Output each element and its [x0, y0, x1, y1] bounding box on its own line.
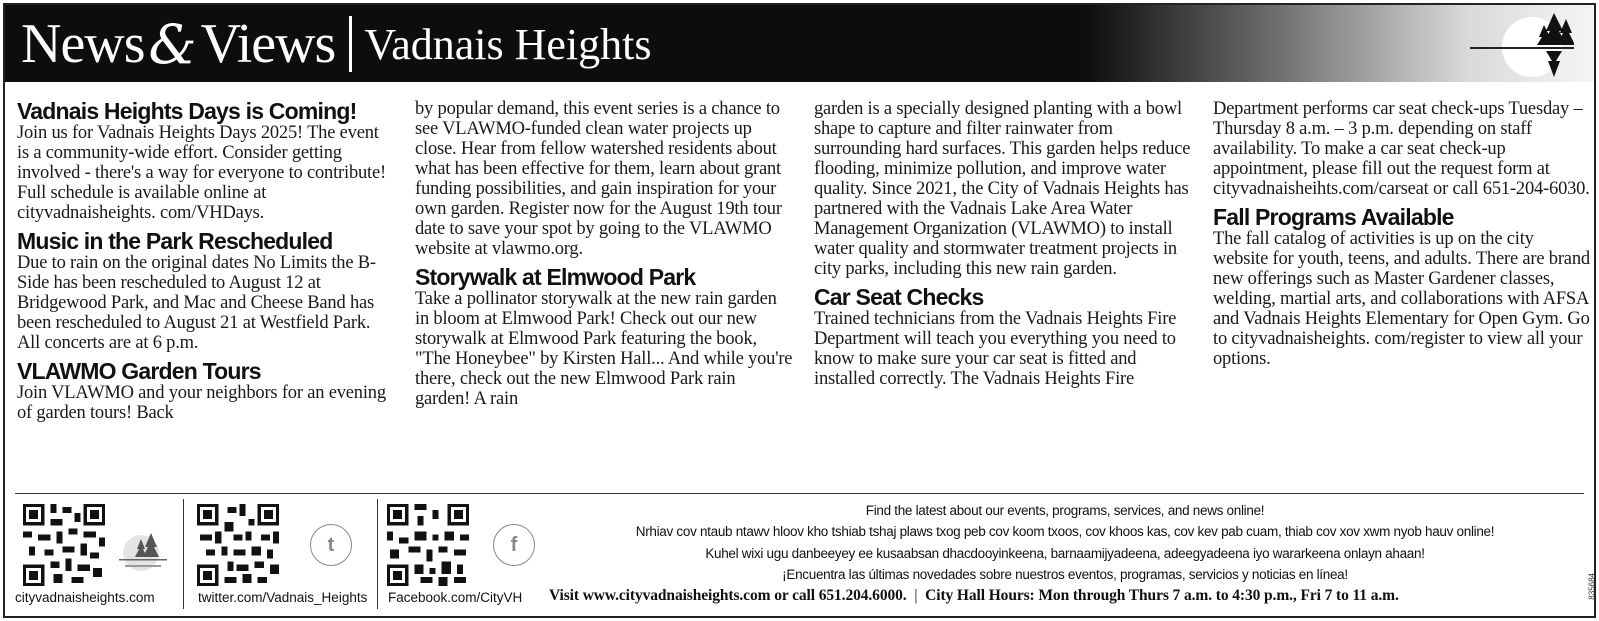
- visit-website-text: Visit www.cityvadnaisheights.com or call 651.204.6000.: [549, 587, 907, 604]
- website-link[interactable]: cityvadnaisheights.com: [15, 590, 155, 605]
- masthead-ampersand: &: [148, 12, 197, 76]
- masthead: [21, 9, 652, 79]
- column-3: [814, 99, 1192, 483]
- contact-separator: |: [914, 587, 918, 604]
- article-title-fall: Fall Programs Available: [1213, 204, 1454, 230]
- article-title-music: Music in the Park Rescheduled: [17, 228, 333, 254]
- article-body-fall: The fall catalog of activities is up on the city website for youth, teens, and adults. There are brand new offerings such as Master Gardener classes, welding, martial arts, and collaborations with AFSA and Vadnais Heights Elementary for Open Gym. Go to cityvadnaisheights. com/register to view all your options.: [1213, 229, 1590, 369]
- website-qr-code-icon[interactable]: [19, 501, 109, 589]
- ad-code: 835684: [1588, 573, 1597, 600]
- article-columns: [17, 99, 1590, 483]
- facebook-icon[interactable]: [493, 524, 535, 566]
- article-title-vh-days: Vadnais Heights Days is Coming!: [17, 99, 357, 124]
- sun-trees-logo-icon: [1470, 9, 1574, 79]
- qr-pattern: [193, 501, 283, 589]
- article-body-vlawmo-part2: by popular demand, this event series is a chance to see VLAWMO-funded clean water projects up close. Hear from fellow watershed residents about what has been effective for them, learn about grant funding possibilities, and gain inspiration for your own garden. Register now for the August 19th tour date to save your spot by going to the VLAWMO website at vlawmo.org.: [415, 99, 782, 259]
- masthead-divider: [349, 16, 352, 72]
- city-hall-hours: City Hall Hours: Mon through Thurs 7 a.m. to 4:30 p.m., Fri 7 to 11 a.m.: [925, 587, 1399, 604]
- masthead-city: Vadnais Heights: [364, 19, 652, 69]
- header-banner: [5, 5, 1594, 82]
- message-hmong: Nrhiav cov ntaub ntawv hloov kho tshiab tshaj plaws txog peb cov koom txoos, cov khoos kas, cov kev pab cuam, thiab cov xov xwm nyob hauv online!: [635, 524, 1495, 540]
- qr-pattern: [383, 501, 473, 589]
- message-english: Find the latest about our events, programs, services, and news online!: [865, 503, 1265, 518]
- article-title-storywalk: Storywalk at Elmwood Park: [415, 264, 696, 290]
- column-2: [415, 99, 793, 483]
- article-body-carseat-part1: Trained technicians from the Vadnais Heights Fire Department will teach you everything you need to know to make sure your car seat is fitted and installed correctly. The Vadnais Heights Fire: [814, 309, 1177, 389]
- twitter-qr-code-icon[interactable]: [193, 501, 283, 589]
- newsletter-page: [3, 3, 1596, 618]
- masthead-news: News: [21, 13, 145, 75]
- column-1: [17, 99, 395, 483]
- facebook-glyph: f: [510, 533, 518, 556]
- article-body-vh-days: Join us for Vadnais Heights Days 2025! The event is a community-wide effort. Consider getting involved - there's a way for everyone to contribute! Full schedule is available online at cityvadnaisheights. com/VHDays.: [17, 123, 386, 223]
- contact-line: [549, 587, 1399, 605]
- twitter-glyph: t: [327, 533, 335, 556]
- message-somali: Kuhel wixi ugu danbeeyey ee kusaabsan dhacdooyinkeena, barnaamijyadeena, adeegyadeena iyo wararkeena onlayn ahaan!: [705, 545, 1425, 561]
- article-body-storywalk-part2: garden is a specially designed planting with a bowl shape to capture and filter rainwater from surrounding hard surfaces. This garden helps reduce flooding, minimize pollution, and improve water quality. Since 2021, the City of Vadnais Heights has partnered with the Vadnais Lake Area Water Management Organization (VLAWMO) to install water quality and stormwater treatment projects in city parks, including this new rain garden.: [814, 99, 1191, 279]
- city-logo-icon: [115, 527, 171, 573]
- article-title-carseat: Car Seat Checks: [814, 284, 984, 310]
- qr-pattern: [19, 501, 109, 589]
- facebook-link[interactable]: Facebook.com/CityVH: [388, 590, 523, 605]
- message-spanish: ¡Encuentra las últimas novedades sobre nuestros eventos, programas, servicios y noticias en línea!: [782, 567, 1348, 583]
- multilingual-messages: [545, 500, 1585, 586]
- article-body-storywalk-part1: Take a pollinator storywalk at the new rain garden in bloom at Elmwood Park! Check out our new storywalk at Elmwood Park featuring the book, "The Honeybee" by Kirsten Hall... And while you're there, check out the new Elmwood Park rain garden! A rain: [415, 289, 793, 409]
- facebook-qr-code-icon[interactable]: [383, 501, 473, 589]
- article-body-vlawmo-part1: Join VLAWMO and your neighbors for an evening of garden tours! Back: [17, 383, 386, 423]
- footer-divider: [377, 499, 378, 609]
- column-4: [1213, 99, 1591, 483]
- article-body-carseat-part2: Department performs car seat check-ups Tuesday – Thursday 8 a.m. – 3 p.m. depending on staff availability. To make a car seat check-up appointment, please fill out the request form at cityvadnaisheihts.com/carseat or call 651-204-6030.: [1213, 99, 1590, 199]
- footer-divider: [183, 499, 184, 609]
- twitter-icon[interactable]: [310, 524, 352, 566]
- twitter-link[interactable]: twitter.com/Vadnais_Heights: [198, 590, 368, 605]
- article-body-music: Due to rain on the original dates No Limits the B-Side has been rescheduled to August 12 at Bridgewood Park, and Mac and Cheese Band has been rescheduled to August 21 at Westfield Park. All concerts are at 6 p.m.: [17, 253, 376, 353]
- masthead-views: Views: [200, 13, 336, 75]
- article-title-vlawmo: VLAWMO Garden Tours: [17, 358, 261, 384]
- footer-rule: [15, 493, 1584, 494]
